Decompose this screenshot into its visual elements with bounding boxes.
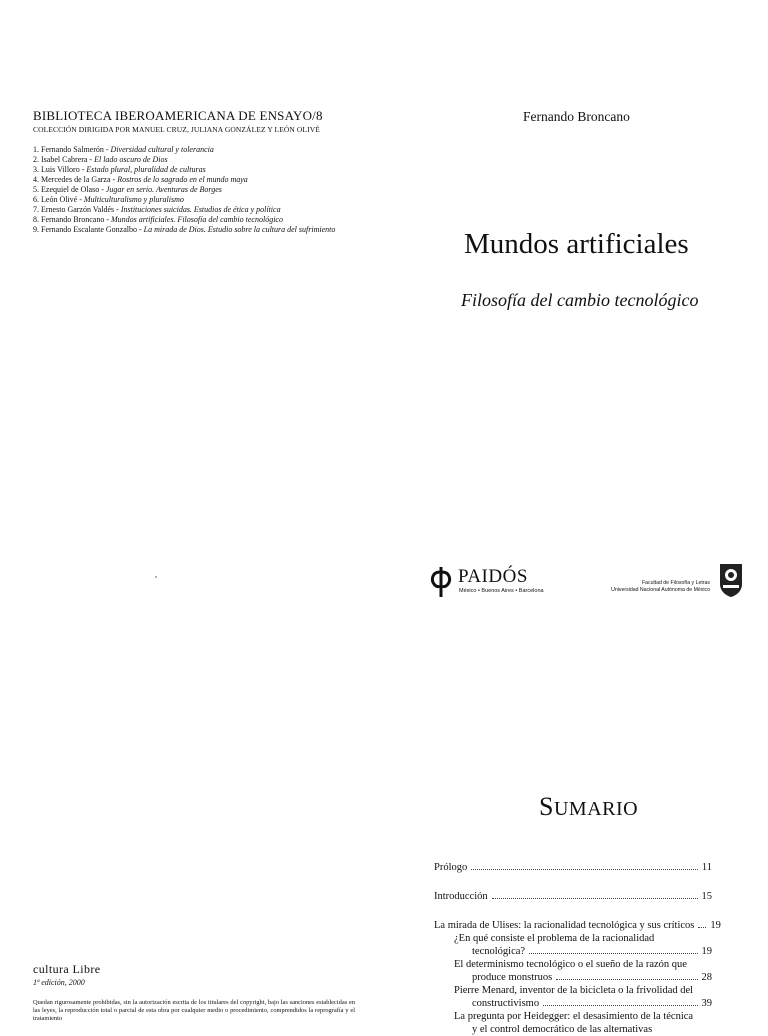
- book-title: Jugar en serio. Aventuras de Borges: [105, 185, 222, 194]
- toc-entry-title-cont: tecnológica?: [472, 946, 526, 957]
- book-title: Instituciones suicidas. Estudios de ética y política: [120, 205, 281, 214]
- series-book-item: [33, 175, 353, 185]
- book-author: 7. Ernesto Garzón Valdés -: [33, 205, 121, 214]
- contents-heading: [539, 792, 638, 822]
- series-editors: COLECCIÓN DIRIGIDA POR MANUEL CRUZ, JULIANA GONZÁLEZ Y LEÓN OLIVÉ: [33, 125, 320, 134]
- toc-subentry: [434, 984, 742, 1010]
- publisher-name: PAIDÓS: [458, 566, 528, 587]
- series-book-item: [33, 225, 353, 235]
- book-title: Estado plural, pluralidad de culturas: [86, 165, 206, 174]
- copyright-notice: Quedan rigurosamente prohibidas, sin la autorización escrita de los titulares del copyright, bajo las sanciones establecidas en las leyes, la reproducción total o parcial de esta obra por cualquier medio o procedimiento, comprendidos la reprografía y el tratamiento: [33, 999, 355, 1022]
- publisher-cities: México • Buenos Aires • Barcelona: [459, 588, 544, 594]
- toc-entry-title: Pierre Menard, inventor de la bicicleta o la frivolidad del: [454, 985, 694, 996]
- series-book-item: [33, 205, 353, 215]
- series-book-item: [33, 145, 353, 155]
- unam-seal-icon: [718, 562, 744, 598]
- book-author: 4. Mercedes de la Garza -: [33, 175, 118, 184]
- toc-page-number: 28: [701, 972, 712, 983]
- series-book-item: [33, 165, 353, 175]
- toc-subentry: [434, 1010, 742, 1036]
- institution-university: Universidad Nacional Autónoma de México: [611, 586, 710, 593]
- toc-entry-title-cont: produce monstruos: [472, 972, 553, 983]
- toc-entry-title: Prólogo: [434, 862, 468, 873]
- toc-entry-title: ¿En qué consiste el problema de la racionalidad: [454, 933, 655, 944]
- toc-entry-title: La mirada de Ulises: la racionalidad tecnológica y sus críticos: [434, 920, 695, 931]
- book-title: Diversidad cultural y tolerancia: [110, 145, 214, 154]
- toc-entry-title: La pregunta por Heidegger: el desasimiento de la técnica: [454, 1011, 694, 1022]
- series-book-item: [33, 195, 353, 205]
- book-author: 6. León Olivé -: [33, 195, 84, 204]
- toc-entry-title-cont: constructivismo: [472, 998, 540, 1009]
- toc-entry: [434, 861, 742, 874]
- scan-speck: [155, 576, 157, 578]
- toc-page-number: 15: [701, 891, 712, 902]
- institution-faculty: Facultad de Filosofía y Letras: [641, 580, 710, 586]
- toc-subentry: [434, 932, 742, 958]
- toc-entry-title: El determinismo tecnológico o el sueño de la razón que: [454, 959, 687, 970]
- book-title: El lado oscuro de Dios: [94, 155, 168, 164]
- toc-entry: [434, 890, 742, 903]
- table-of-contents: [434, 861, 742, 1036]
- toc-page-number: 39: [701, 998, 712, 1009]
- toc-page-number: 19: [710, 920, 721, 931]
- toc-subentry: [434, 958, 742, 984]
- series-book-item: [33, 215, 353, 225]
- contents-heading-rest: UMARIO: [553, 798, 639, 820]
- book-author: 3. Luis Villoro -: [33, 165, 87, 174]
- series-book-item: [33, 155, 353, 165]
- book-author-name: Fernando Broncano: [523, 109, 630, 124]
- toc-entry-title: Introducción: [434, 891, 488, 902]
- book-author: 8. Fernando Broncano -: [33, 215, 111, 224]
- series-book-list: [33, 145, 353, 235]
- series-title: BIBLIOTECA IBEROAMERICANA DE ENSAYO/8: [33, 108, 323, 123]
- left-page: [0, 0, 380, 1024]
- toc-entry-title-cont: y el control democrático de las alternativas: [472, 1024, 653, 1035]
- series-book-item: [33, 185, 353, 195]
- book-main-title: Mundos artificiales: [464, 228, 689, 260]
- toc-page-number: 19: [701, 946, 712, 957]
- book-title: Mundos artificiales. Filosofía del cambio tecnológico: [110, 215, 283, 224]
- imprint-name: cultura Libre: [33, 962, 101, 976]
- toc-page-number: 11: [701, 862, 712, 873]
- book-title: Rostros de lo sagrado en el mundo maya: [117, 175, 248, 184]
- paidos-logo-icon: [430, 566, 452, 598]
- book-subtitle: Filosofía del cambio tecnológico: [461, 290, 699, 310]
- book-title: Multiculturalismo y pluralismo: [83, 195, 184, 204]
- book-author: 9. Fernando Escalante Gonzalbo -: [33, 225, 144, 234]
- right-page: [384, 0, 768, 1035]
- edition-line: 1ª edición, 2000: [33, 978, 85, 987]
- book-author: 2. Isabel Cabrera -: [33, 155, 95, 164]
- contents-heading-initial: S: [539, 792, 554, 821]
- toc-entry: [434, 919, 742, 932]
- institution-credit: [594, 580, 710, 593]
- book-title: La mirada de Dios. Estudio sobre la cultura del sufrimiento: [143, 225, 336, 234]
- book-author: 5. Ezequiel de Olaso -: [33, 185, 106, 194]
- book-author: 1. Fernando Salmerón -: [33, 145, 111, 154]
